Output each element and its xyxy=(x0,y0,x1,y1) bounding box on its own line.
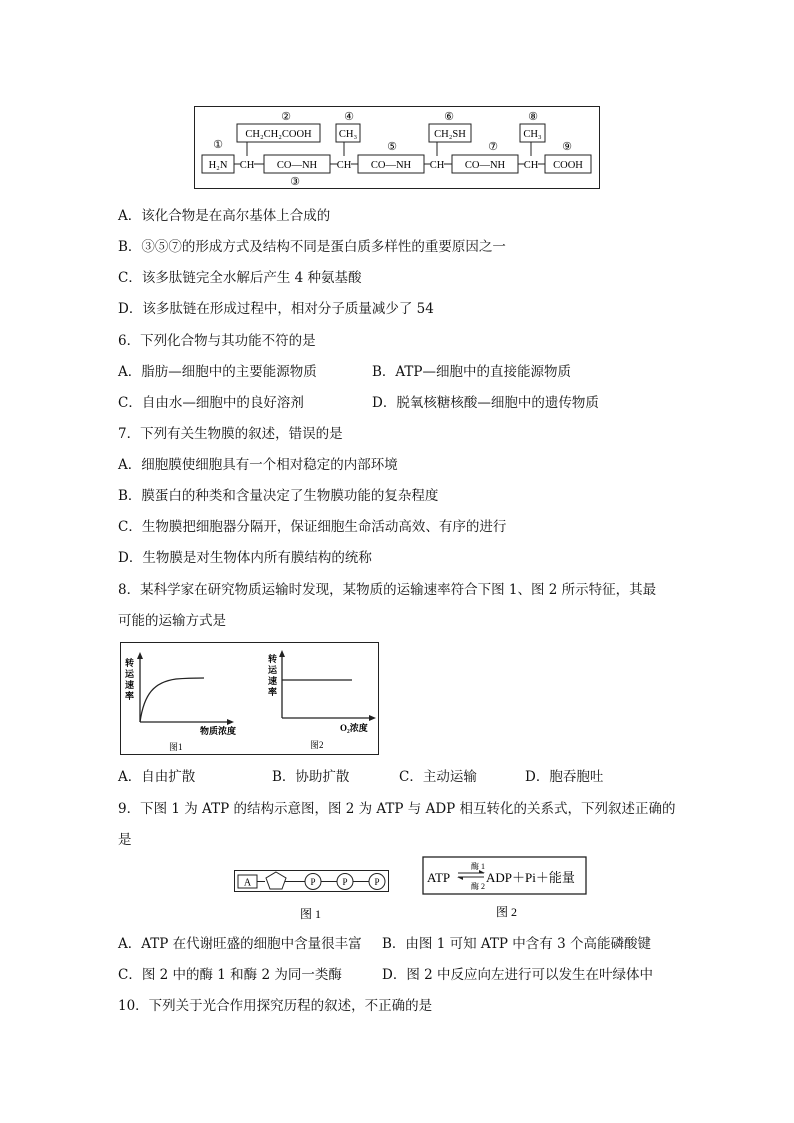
transport-rate-figure xyxy=(120,642,380,756)
svg-text:ADP＋Pi＋能量: ADP＋Pi＋能量 xyxy=(486,870,575,885)
svg-text:酶 1: 酶 1 xyxy=(471,862,485,871)
svg-text:P: P xyxy=(374,877,380,887)
svg-text:率: 率 xyxy=(125,691,135,701)
svg-text:CH: CH xyxy=(429,160,445,171)
svg-text:转: 转 xyxy=(125,658,135,668)
q6-option-d: D．脱氧核糖核酸—细胞中的遗传物质 xyxy=(372,395,599,411)
q8-stem-line1: 8．某科学家在研究物质运输时发现，某物质的运输速率符合下图 1、图 2 所示特征，其最 xyxy=(118,582,657,598)
graph-1-xlabel: 物质浓度 xyxy=(200,726,237,736)
q5-option-d: D．该多肽链在形成过程中，相对分子质量减少了 54 xyxy=(118,301,434,317)
svg-text:CO—NH: CO—NH xyxy=(370,160,412,171)
graph-2-xlabel: O₂浓度 xyxy=(340,723,368,733)
svg-text:CO—NH: CO—NH xyxy=(276,160,318,171)
atp-structure-figure xyxy=(234,868,392,926)
svg-text:CH: CH xyxy=(239,160,255,171)
q7-option-b: B．膜蛋白的种类和含量决定了生物膜功能的复杂程度 xyxy=(118,488,439,504)
peptide-structure-figure xyxy=(194,106,600,190)
q7-option-c: C．生物膜把细胞器分隔开，保证细胞生命活动高效、有序的进行 xyxy=(118,519,507,535)
svg-text:酶 2: 酶 2 xyxy=(471,882,485,891)
svg-text:A: A xyxy=(243,877,252,889)
graph-2 xyxy=(268,650,376,750)
graph-1-caption: 图1 xyxy=(169,742,183,752)
q6-option-c: C．自由水—细胞中的良好溶剂 xyxy=(118,395,304,411)
q8-stem-line2: 可能的运输方式是 xyxy=(118,613,226,629)
q5-option-c: C．该多肽链完全水解后产生 4 种氨基酸 xyxy=(118,270,362,286)
q10-stem: 10．下列关于光合作用探究历程的叙述，不正确的是 xyxy=(118,998,433,1014)
svg-text:率: 率 xyxy=(268,687,278,697)
q6-stem: 6．下列化合物与其功能不符的是 xyxy=(118,333,316,349)
label-8: ⑧ xyxy=(528,111,538,123)
fig1-caption: 图 1 xyxy=(300,907,322,921)
q7-option-a: A．细胞膜使细胞具有一个相对稳定的内部环境 xyxy=(118,457,398,473)
svg-text:H₂N: H₂N xyxy=(208,160,228,171)
svg-text:ATP: ATP xyxy=(427,870,451,885)
svg-text:P: P xyxy=(310,877,316,887)
q8-option-b: B．协助扩散 xyxy=(272,769,350,785)
q9-option-b: B．由图 1 可知 ATP 中含有 3 个高能磷酸键 xyxy=(382,936,651,952)
svg-text:CH₃: CH₃ xyxy=(338,129,358,140)
q5-option-a: A．该化合物是在高尔基体上合成的 xyxy=(118,208,331,224)
svg-text:CH: CH xyxy=(523,160,539,171)
label-3: ③ xyxy=(290,176,300,188)
svg-text:运: 运 xyxy=(268,665,278,675)
label-4: ④ xyxy=(344,111,354,123)
svg-text:转: 转 xyxy=(268,654,278,664)
q9-option-d: D．图 2 中反应向左进行可以发生在叶绿体中 xyxy=(382,967,653,983)
label-6: ⑥ xyxy=(444,111,454,123)
svg-text:CO—NH: CO—NH xyxy=(464,160,506,171)
svg-text:速: 速 xyxy=(125,680,135,690)
svg-text:运: 运 xyxy=(125,669,135,679)
q8-option-d: D．胞吞胞吐 xyxy=(525,769,604,785)
q5-option-b: B．③⑤⑦的形成方式及结构不同是蛋白质多样性的重要原因之一 xyxy=(118,239,506,255)
q7-option-d: D．生物膜是对生物体内所有膜结构的统称 xyxy=(118,550,372,566)
q9-option-c: C．图 2 中的酶 1 和酶 2 为同一类酶 xyxy=(118,967,342,983)
graph-1 xyxy=(125,652,236,752)
svg-text:P: P xyxy=(342,877,348,887)
q8-option-a: A．自由扩散 xyxy=(118,769,196,785)
svg-text:CH₂SH: CH₂SH xyxy=(434,129,466,140)
svg-text:速: 速 xyxy=(268,676,278,686)
graph-2-caption: 图2 xyxy=(310,740,324,750)
q6-option-b: B．ATP—细胞中的直接能源物质 xyxy=(372,364,572,380)
label-5: ⑤ xyxy=(387,141,397,153)
svg-text:COOH: COOH xyxy=(553,160,583,171)
svg-text:CH₃: CH₃ xyxy=(523,129,542,140)
q9-stem-line2: 是 xyxy=(118,832,132,848)
fig2-caption: 图 2 xyxy=(496,905,518,919)
q7-stem: 7．下列有关生物膜的叙述，错误的是 xyxy=(118,426,343,442)
svg-text:CH: CH xyxy=(336,160,352,171)
atp-adp-conversion-figure xyxy=(422,856,588,924)
label-1: ① xyxy=(213,139,223,151)
q6-option-a: A．脂肪—细胞中的主要能源物质 xyxy=(118,364,317,380)
q8-option-c: C．主动运输 xyxy=(399,769,477,785)
label-9: ⑨ xyxy=(562,141,572,153)
label-2: ② xyxy=(281,111,291,123)
q9-stem-line1: 9．下图 1 为 ATP 的结构示意图，图 2 为 ATP 与 ADP 相互转化的关系式，下列叙述正确的 xyxy=(118,801,676,817)
svg-text:CH₂CH₂COOH: CH₂CH₂COOH xyxy=(245,129,312,140)
label-7: ⑦ xyxy=(488,141,498,153)
q9-option-a: A．ATP 在代谢旺盛的细胞中含量很丰富 xyxy=(118,936,362,952)
